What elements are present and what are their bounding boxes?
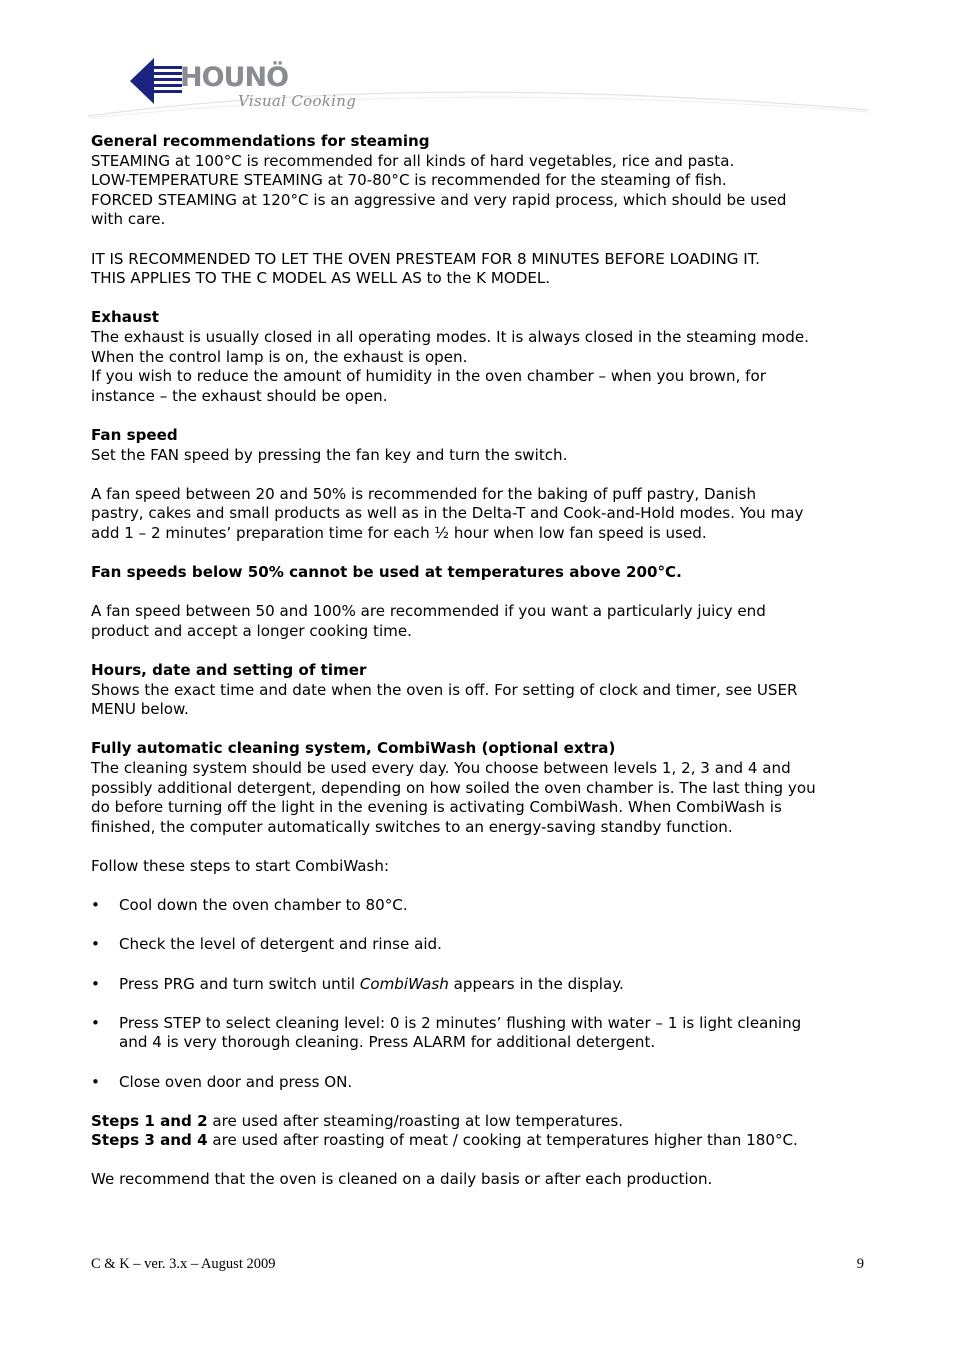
- step-text: Press STEP to select cleaning level: 0 is 2 minutes’ flushing with water – 1 is light cleaning: [119, 1013, 802, 1032]
- text-line: A fan speed between 20 and 50% is recommended for the baking of puff pastry, Danish: [91, 484, 757, 503]
- text-line: instance – the exhaust should be open.: [91, 386, 388, 405]
- brand-name: HOUNÖ: [180, 62, 289, 93]
- text-line: add 1 – 2 minutes’ preparation time for each ½ hour when low fan speed is used.: [91, 523, 707, 542]
- step-text: and 4 is very thorough cleaning. Press ALARM for additional detergent.: [119, 1033, 656, 1052]
- steps-1-2-label: Steps 1 and 2: [91, 1111, 208, 1130]
- paragraph-steps-usage: [91, 1112, 869, 1151]
- text-line: When the control lamp is on, the exhaust is open.: [91, 347, 468, 366]
- bullet-icon: •: [91, 896, 100, 915]
- steps-1-2-text: are used after steaming/roasting at low temperatures.: [207, 1111, 624, 1130]
- text-line: do before turning off the light in the evening is activating CombiWash. When CombiWash is: [91, 798, 782, 817]
- section-steaming: [91, 132, 869, 289]
- houno-logo-icon: [128, 56, 182, 106]
- bullet-icon: •: [91, 1013, 100, 1032]
- text-line: [91, 1112, 869, 1132]
- text-line: finished, the computer automatically switches to an energy-saving standby function.: [91, 817, 733, 836]
- bullet-icon: •: [91, 974, 100, 993]
- text-line: pastry, cakes and small products as well as in the Delta-T and Cook-and-Hold modes. You may: [91, 504, 804, 523]
- heading-fan-speed: Fan speed: [91, 425, 178, 444]
- paragraph-steaming: [91, 152, 869, 230]
- heading-exhaust: Exhaust: [91, 308, 159, 327]
- fan-warning: Fan speeds below 50% cannot be used at temperatures above 200°C.: [91, 563, 682, 582]
- step-emphasis: CombiWash: [359, 974, 449, 993]
- text-line: A fan speed between 50 and 100% are recommended if you want a particularly juicy end: [91, 602, 766, 621]
- footer-version: C & K – ver. 3.x – August 2009: [91, 1256, 276, 1272]
- text-line: The exhaust is usually closed in all operating modes. It is always closed in the steaming mode.: [91, 327, 809, 346]
- section-cleaning: [91, 739, 869, 1190]
- text-line: Set the FAN speed by pressing the fan key and turn the switch.: [91, 445, 568, 464]
- step-text: Check the level of detergent and rinse aid.: [119, 935, 442, 954]
- text-line: MENU below.: [91, 700, 189, 719]
- section-exhaust: [91, 308, 869, 406]
- list-item: [91, 1073, 869, 1093]
- heading-cleaning: Fully automatic cleaning system, CombiWash (optional extra): [91, 739, 616, 758]
- paragraph-presteam: [91, 250, 869, 289]
- step-text: appears in the display.: [448, 974, 624, 993]
- paragraph-cleaning: [91, 759, 869, 837]
- heading-steaming: General recommendations for steaming: [91, 132, 430, 150]
- text-line: FORCED STEAMING at 120°C is an aggressive and very rapid process, which should be used: [91, 190, 787, 209]
- steps-3-4-text: are used after roasting of meat / cooking at temperatures higher than 180°C.: [207, 1131, 798, 1150]
- list-item: [91, 975, 869, 995]
- text-line: with care.: [91, 210, 166, 229]
- paragraph-hours: [91, 681, 869, 720]
- page-header: [88, 52, 868, 124]
- text-line: LOW-TEMPERATURE STEAMING at 70-80°C is recommended for the steaming of fish.: [91, 171, 727, 190]
- text-line: Shows the exact time and date when the oven is off. For setting of clock and timer, see USER: [91, 680, 798, 699]
- heading-hours: Hours, date and setting of timer: [91, 661, 367, 680]
- list-item: [91, 1014, 869, 1053]
- steps-intro: Follow these steps to start CombiWash:: [91, 856, 390, 875]
- step-text: Press PRG and turn switch until: [119, 974, 360, 993]
- text-line: The cleaning system should be used every day. You choose between levels 1, 2, 3 and 4 and: [91, 759, 791, 777]
- paragraph-fan-high: [91, 602, 869, 641]
- text-line: THIS APPLIES TO THE C MODEL AS WELL AS to the K MODEL.: [91, 269, 551, 288]
- document-body: [91, 132, 869, 1210]
- combiwash-steps-list: [91, 896, 869, 1092]
- text-line: IT IS RECOMMENDED TO LET THE OVEN PRESTEAM FOR 8 MINUTES BEFORE LOADING IT.: [91, 249, 760, 268]
- bullet-icon: •: [91, 935, 100, 954]
- text-line: If you wish to reduce the amount of humidity in the oven chamber – when you brown, for: [91, 367, 766, 386]
- text-line: product and accept a longer cooking time.: [91, 621, 412, 640]
- paragraph-exhaust: [91, 328, 869, 406]
- text-line: possibly additional detergent, depending on how soiled the oven chamber is. The last thing you: [91, 778, 816, 797]
- section-hours: [91, 661, 869, 720]
- step-text: Cool down the oven chamber to 80°C.: [119, 896, 408, 915]
- text-line: [91, 1131, 869, 1151]
- paragraph-fan-low: [91, 485, 869, 544]
- page-number: 9: [856, 1256, 864, 1272]
- paragraph-fan-intro: [91, 446, 869, 466]
- list-item: [91, 935, 869, 955]
- text-line: STEAMING at 100°C is recommended for all kinds of hard vegetables, rice and pasta.: [91, 151, 735, 170]
- section-fan-speed: [91, 426, 869, 642]
- step-text: Close oven door and press ON.: [119, 1072, 353, 1091]
- steps-3-4-label: Steps 3 and 4: [91, 1131, 208, 1150]
- paragraph-recommend: We recommend that the oven is cleaned on a daily basis or after each production.: [91, 1170, 713, 1189]
- bullet-icon: •: [91, 1072, 100, 1091]
- list-item: [91, 896, 869, 916]
- brand-tagline: Visual Cooking: [238, 92, 357, 110]
